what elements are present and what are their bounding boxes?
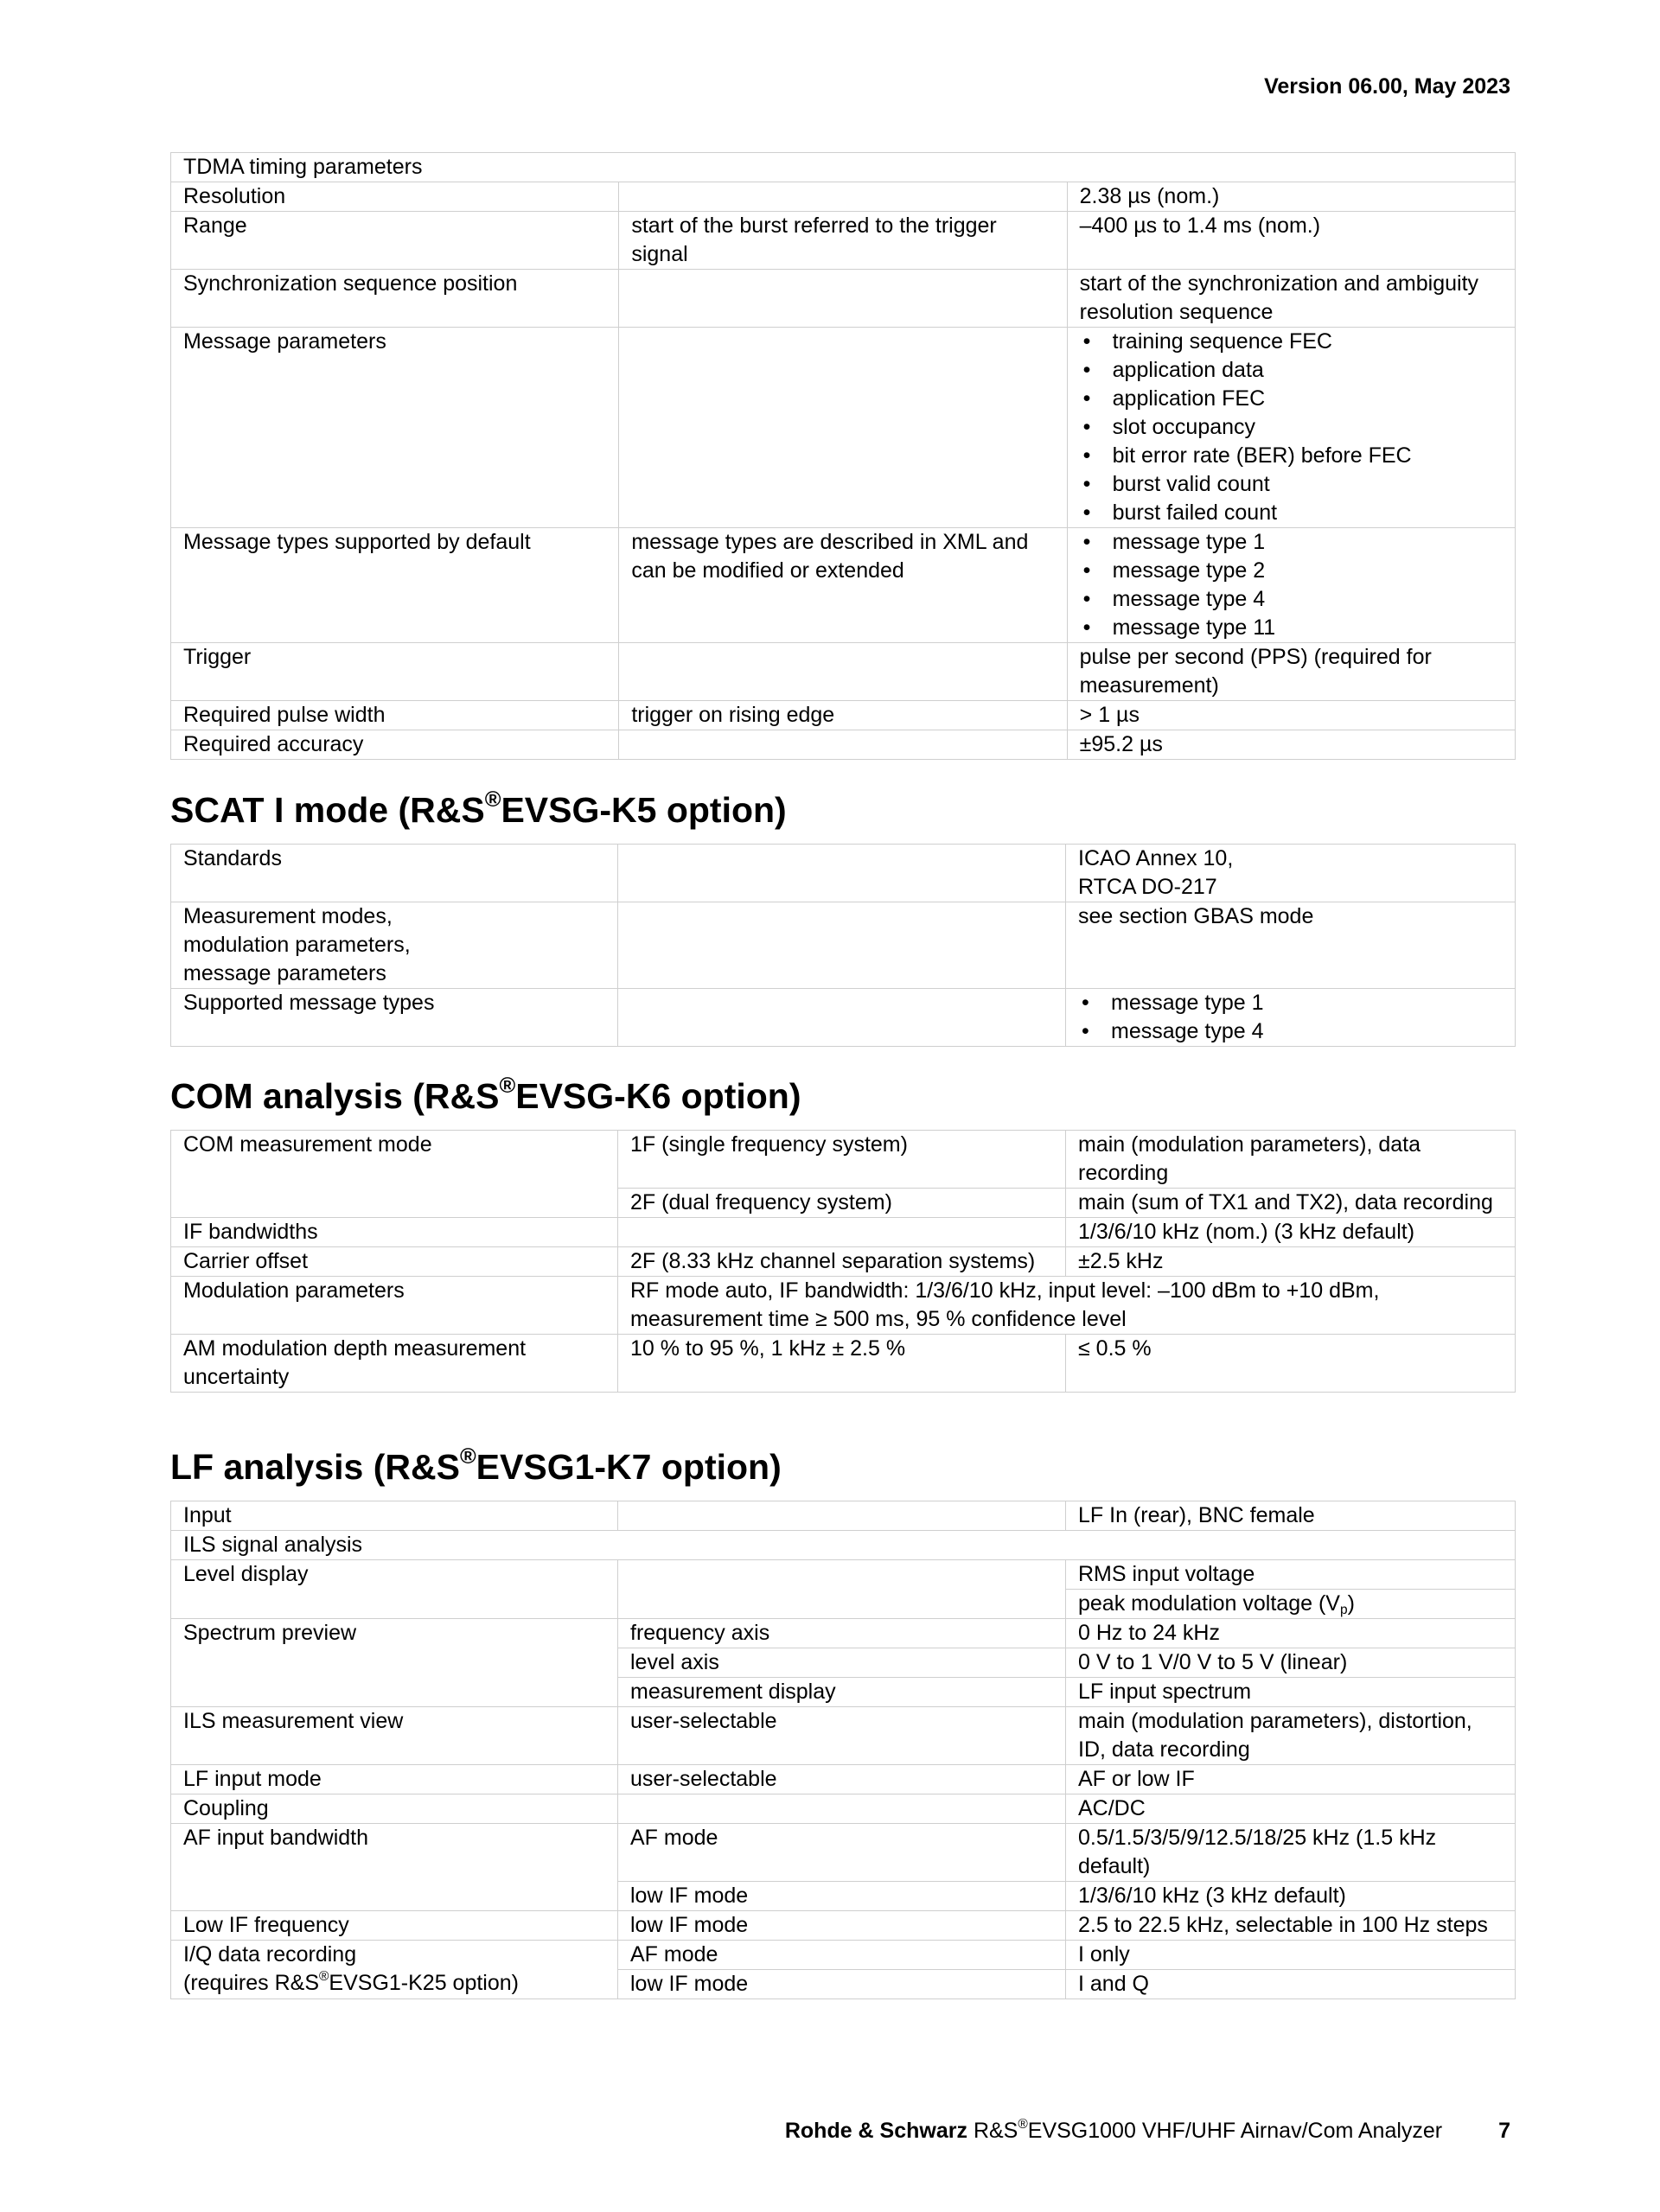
empty-cell — [618, 989, 1066, 1047]
list-item: • message type 2 — [1080, 557, 1503, 585]
message-params-list — [1080, 328, 1503, 527]
pulse-width-condition: trigger on rising edge — [619, 701, 1067, 730]
pulse-width-value: > 1 µs — [1067, 701, 1515, 730]
table-row — [171, 1335, 1516, 1393]
section-heading: COM analysis (R&S®EVSG-K6 option) — [170, 1074, 801, 1116]
ils-view-condition: user-selectable — [618, 1707, 1066, 1765]
com-mode-1f: 1F (single frequency system) — [618, 1131, 1066, 1189]
list-item: • message type 1 — [1078, 989, 1503, 1017]
empty-cell — [619, 328, 1067, 528]
standards-label: Standards — [171, 845, 618, 902]
level-display-label: Level display — [171, 1560, 618, 1619]
ils-title: ILS signal analysis — [171, 1531, 1516, 1560]
modes-value: see section GBAS mode — [1066, 902, 1516, 989]
list-item: • message type 1 — [1080, 528, 1503, 557]
spectrum-condition: measurement display — [618, 1678, 1066, 1707]
low-if-freq-condition: low IF mode — [618, 1911, 1066, 1941]
am-depth-value: ≤ 0.5 % — [1066, 1335, 1516, 1393]
carrier-offset-condition: 2F (8.33 kHz channel separation systems) — [618, 1247, 1066, 1277]
com-table — [170, 1130, 1516, 1393]
supported-types-list — [1078, 989, 1503, 1046]
table-row — [171, 328, 1516, 528]
modulation-value: RF mode auto, IF bandwidth: 1/3/6/10 kHz, input level: –100 dBm to +10 dBm, measurement time ≥ 500 ms, 95 % confidence level — [618, 1277, 1516, 1335]
message-params-value — [1067, 328, 1515, 528]
message-types-label: Message types supported by default — [171, 528, 619, 643]
empty-cell — [618, 1794, 1066, 1824]
af-bandwidth-lowif-condition: low IF mode — [618, 1882, 1066, 1911]
table-row — [171, 1247, 1516, 1277]
message-params-label: Message parameters — [171, 328, 619, 528]
list-item: • message type 4 — [1080, 585, 1503, 614]
iq-lowif-value: I and Q — [1066, 1970, 1516, 1999]
table-row — [171, 1794, 1516, 1824]
range-condition: start of the burst referred to the trigger signal — [619, 212, 1067, 270]
spectrum-condition: frequency axis — [618, 1619, 1066, 1648]
coupling-value: AC/DC — [1066, 1794, 1516, 1824]
spectrum-value: LF input spectrum — [1066, 1678, 1516, 1707]
tdma-title: TDMA timing parameters — [171, 153, 1516, 182]
table-row — [171, 1560, 1516, 1590]
am-depth-condition: 10 % to 95 %, 1 kHz ± 2.5 % — [618, 1335, 1066, 1393]
accuracy-label: Required accuracy — [171, 730, 619, 760]
spectrum-condition: level axis — [618, 1648, 1066, 1678]
pulse-width-label: Required pulse width — [171, 701, 619, 730]
low-if-freq-label: Low IF frequency — [171, 1911, 618, 1941]
ils-view-value: main (modulation parameters), distortion, ID, data recording — [1066, 1707, 1516, 1765]
document-version: Version 06.00, May 2023 — [1264, 74, 1510, 99]
af-bandwidth-lowif-value: 1/3/6/10 kHz (3 kHz default) — [1066, 1882, 1516, 1911]
supported-types-value — [1066, 989, 1516, 1047]
message-types-value — [1067, 528, 1515, 643]
table-row — [171, 902, 1516, 989]
table-row — [171, 1277, 1516, 1335]
input-label: Input — [171, 1501, 618, 1531]
list-item: • message type 4 — [1078, 1017, 1503, 1046]
spectrum-value: 0 Hz to 24 kHz — [1066, 1619, 1516, 1648]
table-row — [171, 643, 1516, 701]
empty-cell — [618, 1501, 1066, 1531]
lf-input-mode-value: AF or low IF — [1066, 1765, 1516, 1794]
page-footer — [785, 2119, 1510, 2144]
table-row — [171, 153, 1516, 182]
table-row — [171, 1941, 1516, 1970]
table-row — [171, 1501, 1516, 1531]
modulation-label: Modulation parameters — [171, 1277, 618, 1335]
table-row — [171, 701, 1516, 730]
table-row — [171, 845, 1516, 902]
list-item: • application FEC — [1080, 385, 1503, 413]
table-row — [171, 730, 1516, 760]
list-item: • application data — [1080, 356, 1503, 385]
com-mode-label: COM measurement mode — [171, 1131, 618, 1218]
table-row — [171, 182, 1516, 212]
spectrum-label: Spectrum preview — [171, 1619, 618, 1707]
empty-cell — [618, 902, 1066, 989]
table-row — [171, 989, 1516, 1047]
list-item: • burst valid count — [1080, 470, 1503, 499]
tdma-section — [170, 152, 1516, 760]
section-heading: SCAT I mode (R&S®EVSG-K5 option) — [170, 787, 787, 830]
resolution-value: 2.38 µs (nom.) — [1067, 182, 1515, 212]
empty-cell — [618, 1560, 1066, 1619]
list-item: • bit error rate (BER) before FEC — [1080, 442, 1503, 470]
ils-view-label: ILS measurement view — [171, 1707, 618, 1765]
standards-value: ICAO Annex 10, RTCA DO-217 — [1066, 845, 1516, 902]
section-heading: LF analysis (R&S®EVSG1-K7 option) — [170, 1444, 782, 1487]
input-value: LF In (rear), BNC female — [1066, 1501, 1516, 1531]
range-label: Range — [171, 212, 619, 270]
page-number: 7 — [1498, 2119, 1510, 2143]
range-value: –400 µs to 1.4 ms (nom.) — [1067, 212, 1515, 270]
table-row — [171, 1619, 1516, 1648]
if-bandwidths-label: IF bandwidths — [171, 1218, 618, 1247]
empty-cell — [619, 643, 1067, 701]
spectrum-value: 0 V to 1 V/0 V to 5 V (linear) — [1066, 1648, 1516, 1678]
iq-af-value: I only — [1066, 1941, 1516, 1970]
scat-section — [170, 787, 1516, 1047]
lf-section — [170, 1444, 1516, 1999]
level-display-value: RMS input voltage — [1066, 1560, 1516, 1590]
empty-cell — [619, 182, 1067, 212]
af-bandwidth-label: AF input bandwidth — [171, 1824, 618, 1911]
table-row — [171, 212, 1516, 270]
list-item: • slot occupancy — [1080, 413, 1503, 442]
footer-product: R&S®EVSG1000 VHF/UHF Airnav/Com Analyzer — [973, 2117, 1443, 2143]
tdma-table — [170, 152, 1516, 760]
table-row — [171, 1911, 1516, 1941]
iq-lowif-condition: low IF mode — [618, 1970, 1066, 1999]
coupling-label: Coupling — [171, 1794, 618, 1824]
resolution-label: Resolution — [171, 182, 619, 212]
table-row — [171, 528, 1516, 643]
list-item: • training sequence FEC — [1080, 328, 1503, 356]
empty-cell — [618, 1218, 1066, 1247]
message-types-list — [1080, 528, 1503, 642]
trigger-label: Trigger — [171, 643, 619, 701]
low-if-freq-value: 2.5 to 22.5 kHz, selectable in 100 Hz steps — [1066, 1911, 1516, 1941]
lf-table — [170, 1501, 1516, 1999]
com-mode-2f-value: main (sum of TX1 and TX2), data recording — [1066, 1189, 1516, 1218]
lf-input-mode-condition: user-selectable — [618, 1765, 1066, 1794]
list-item: • burst failed count — [1080, 499, 1503, 527]
am-depth-label: AM modulation depth measurement uncertainty — [171, 1335, 618, 1393]
message-types-condition: message types are described in XML and can be modified or extended — [619, 528, 1067, 643]
lf-input-mode-label: LF input mode — [171, 1765, 618, 1794]
modes-label: Measurement modes, modulation parameters, message parameters — [171, 902, 618, 989]
footer-brand: Rohde & Schwarz — [784, 2119, 967, 2143]
scat-table — [170, 844, 1516, 1047]
sync-label: Synchronization sequence position — [171, 270, 619, 328]
table-row — [171, 1218, 1516, 1247]
table-row — [171, 1765, 1516, 1794]
af-bandwidth-af-value: 0.5/1.5/3/5/9/12.5/18/25 kHz (1.5 kHz default) — [1066, 1824, 1516, 1882]
com-mode-2f: 2F (dual frequency system) — [618, 1189, 1066, 1218]
com-mode-1f-value: main (modulation parameters), data recording — [1066, 1131, 1516, 1189]
accuracy-value: ±95.2 µs — [1067, 730, 1515, 760]
table-row — [171, 1707, 1516, 1765]
supported-types-label: Supported message types — [171, 989, 618, 1047]
list-item: • message type 11 — [1080, 614, 1503, 642]
table-row — [171, 270, 1516, 328]
com-section — [170, 1073, 1516, 1393]
carrier-offset-value: ±2.5 kHz — [1066, 1247, 1516, 1277]
sync-value: start of the synchronization and ambiguity resolution sequence — [1067, 270, 1515, 328]
table-row — [171, 1131, 1516, 1189]
empty-cell — [619, 730, 1067, 760]
empty-cell — [619, 270, 1067, 328]
level-display-value: peak modulation voltage $(V_p)$ — [1066, 1590, 1516, 1619]
iq-label: I/Q data recording (requires R&S®EVSG1-K25 option) — [171, 1941, 618, 1999]
af-bandwidth-af-condition: AF mode — [618, 1824, 1066, 1882]
table-row — [171, 1824, 1516, 1882]
trigger-value: pulse per second (PPS) (required for measurement) — [1067, 643, 1515, 701]
carrier-offset-label: Carrier offset — [171, 1247, 618, 1277]
iq-af-condition: AF mode — [618, 1941, 1066, 1970]
empty-cell — [618, 845, 1066, 902]
if-bandwidths-value: 1/3/6/10 kHz (nom.) (3 kHz default) — [1066, 1218, 1516, 1247]
table-row — [171, 1531, 1516, 1560]
